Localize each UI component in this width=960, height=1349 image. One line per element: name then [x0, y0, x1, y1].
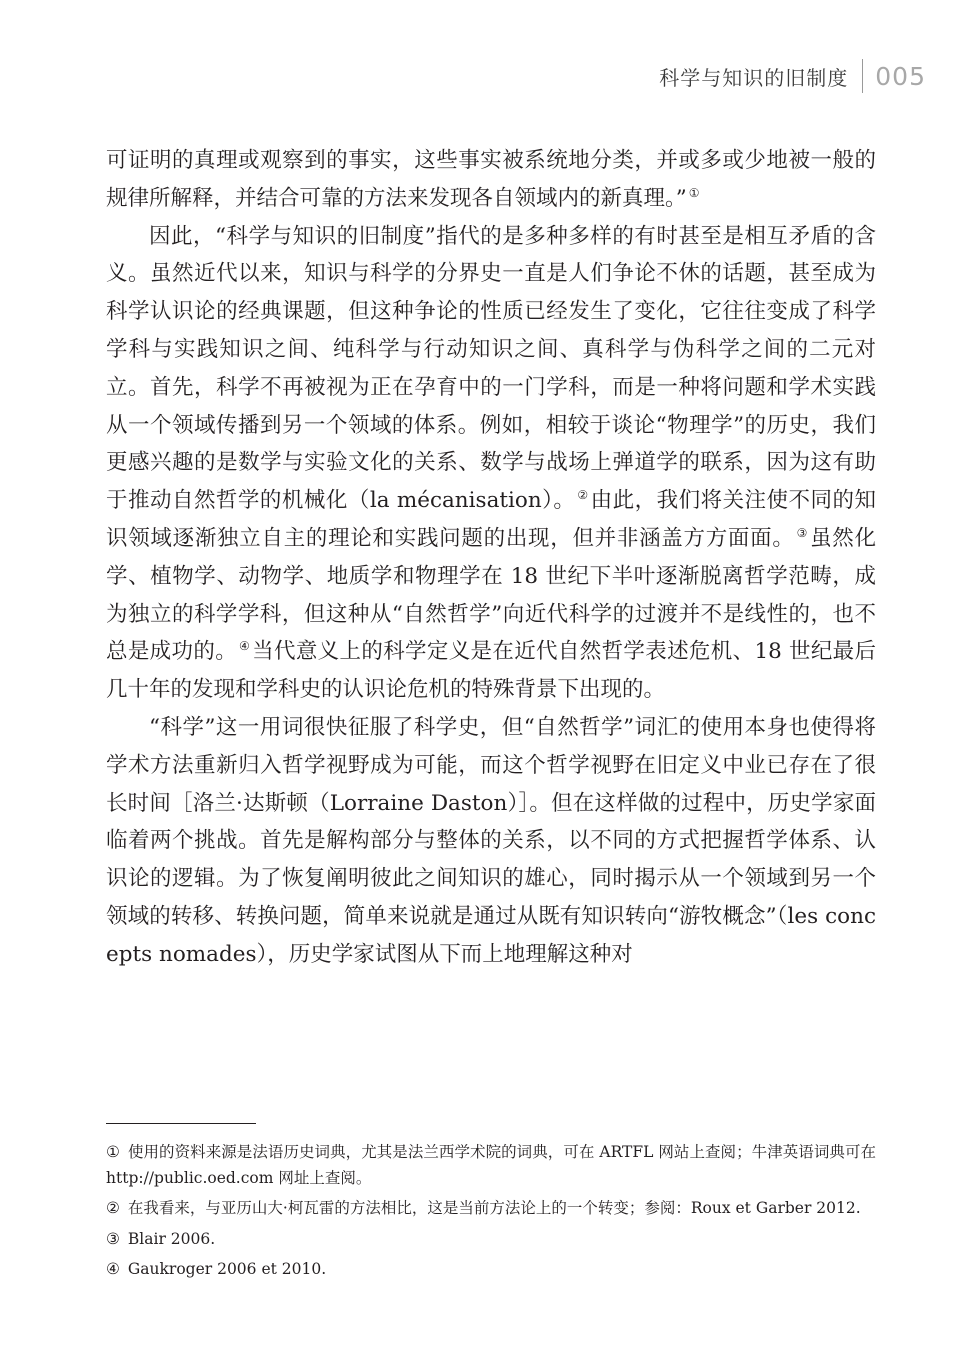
paragraph-text: 因此，“科学与知识的旧制度”指代的是多种多样的有时甚至是相互矛盾的含义。虽然近代以来，知识与科学的分界史一直是人们争论不休的话题，甚至成为科学认识论的经典课题，但这种争论的性质已经发生了变化，它往往变成了科学学科与实践知识之间、纯科学与行动知识之间、真科学与伪科学之间的二元对立。首先，科学不再被视为正在孕育中的一门学科，而是一种将问题和学术实践从一个领域传播到另一个领域的体系。例如，相较于谈论“物理学”的历史，我们更感兴趣的是数学与实验文化的关系、数学与战场上弹道学的联系，因为这有助于推动自然哲学的机械化（la mécanisation）。 — [106, 223, 876, 514]
page-number: 005 — [875, 61, 926, 91]
footnote-marker: ① — [106, 1143, 120, 1161]
paragraph-text: 可证明的真理或观察到的事实，这些事实被系统地分类，并或多或少地被一般的规律所解释，并结合可靠的方法来发现各自领域内的新真理。” — [106, 148, 876, 211]
footnote-separator — [106, 1123, 256, 1124]
footnote-text: Blair 2006. — [127, 1229, 216, 1248]
paragraph-text: “科学”这一用词很快征服了科学史，但“自然哲学”词汇的使用本身也使得将学术方法重新归入哲学视野成为可能，而这个哲学视野在旧定义中业已存在了很长时间［洛兰·达斯顿（Lorraine Daston）］。但在这样做的过程中，历史学家面临着两个挑战。首先是解构部分与整体的关系，以不同的方式把握哲学体系、认识论的逻辑。为了恢复阐明彼此之间知识的雄心，同时揭示从一个领域到另一个领域的转移、转换问题，简单来说就是通过从既有知识转向“游牧概念”（les concepts nomades），历史学家试图从下而上地理解这种对 — [106, 714, 876, 967]
footnote-reference: ② — [577, 488, 589, 503]
footnote-marker: ④ — [106, 1260, 120, 1278]
footnotes — [106, 1140, 876, 1288]
body-text — [106, 142, 876, 974]
footnote-text: 使用的资料来源是法语历史词典，尤其是法兰西学术院的词典，可在 ARTFL 网站上查阅；牛津英语词典可在 http://public.oed.com 网址上查阅。 — [106, 1143, 876, 1187]
paragraph-text: 虽然化学、植物学、动物学、地质学和物理学在 18 世纪下半叶逐渐脱离哲学范畴，成为独立的科学学科，但这种从“自然哲学”向近代科学的过渡并不是线性的，也不总是成功的。 — [106, 525, 876, 665]
footnote-item — [106, 1227, 876, 1253]
footnote-marker: ③ — [106, 1229, 120, 1248]
body-paragraph — [106, 218, 876, 709]
footnote-reference: ④ — [239, 639, 251, 654]
footnote-marker: ② — [106, 1199, 120, 1217]
body-paragraph — [106, 709, 876, 974]
footnote-text: 在我看来，与亚历山大·柯瓦雷的方法相比，这是当前方法论上的一个转变；参阅：Roux et Garber 2012. — [127, 1199, 861, 1217]
footnote-item — [106, 1140, 876, 1191]
header-divider — [862, 59, 863, 93]
paragraph-text: 由此，我们将关注使不同的知识领域逐渐独立自主的理论和实践问题的出现，但并非涵盖方方面面。 — [106, 488, 876, 551]
footnote-reference: ③ — [796, 525, 809, 540]
running-title: 科学与知识的旧制度 — [659, 65, 849, 90]
footnote-item — [106, 1196, 876, 1222]
footnote-item — [106, 1257, 876, 1283]
running-header — [659, 58, 926, 94]
footnote-reference: ① — [688, 185, 700, 200]
footnote-text: Gaukroger 2006 et 2010. — [127, 1260, 327, 1278]
paragraph-text: 当代意义上的科学定义是在近代自然哲学表述危机、18 世纪最后几十年的发现和学科史的认识论危机的特殊背景下出现的。 — [106, 639, 876, 703]
body-paragraph — [106, 142, 876, 218]
